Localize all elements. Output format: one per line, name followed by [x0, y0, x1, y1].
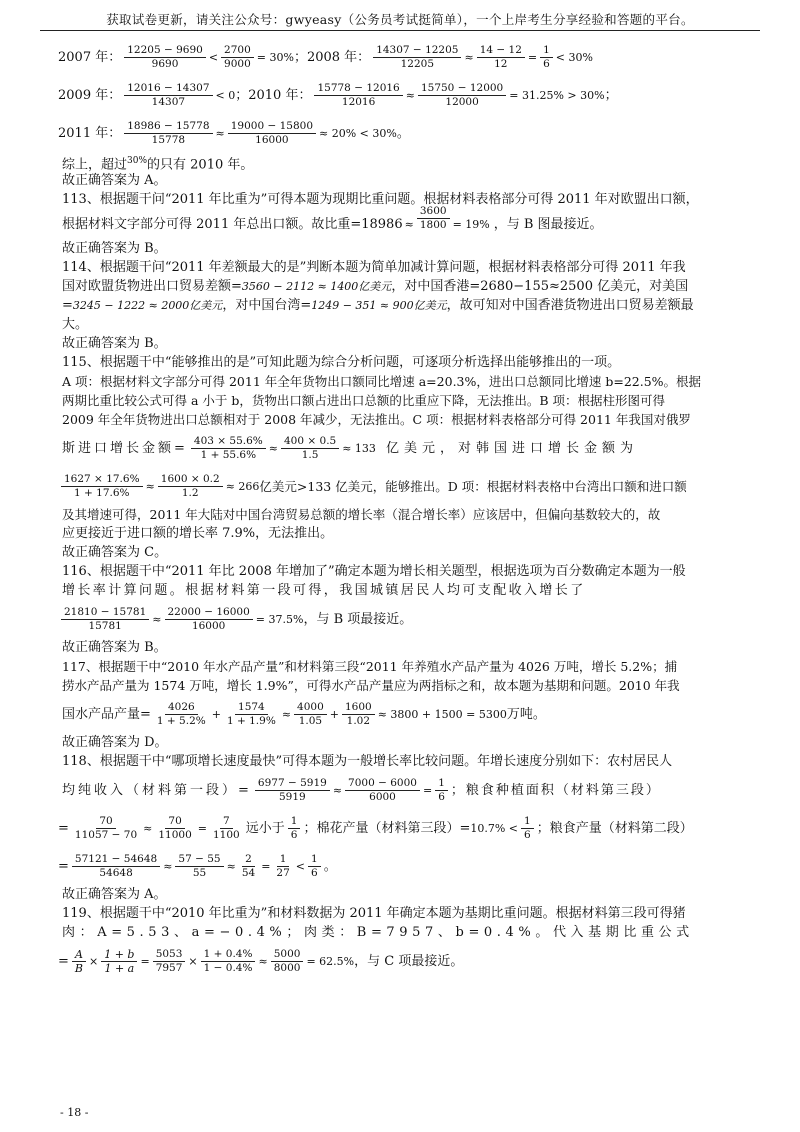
fraction: $\frac{5053}{7957}$: [153, 948, 186, 975]
q115-line4: 2009 年全年货物进出口总额相对于 2008 年减少，无法推出。C 项：根据材料表格部分可得 2011 年我国对俄罗: [62, 412, 691, 427]
q115-line3: 两期比重比较公式可得 a 小于 b，货物出口额占进出口总额的比重应下降，无法推出。B 项：根据柱形图可得: [62, 393, 666, 408]
answer-115: 故正确答案为 C。: [62, 545, 168, 560]
fraction: $\frac{12016 - 14307}{14307}$: [124, 82, 212, 109]
q119-line1: 119、根据题干中“2010 年比重为”和材料数据为 2011 年确定本题为基期比重问题。根据材料第三段可得猪: [62, 906, 686, 921]
fraction: $\frac{1627 \times 17.6\%}{1 + 17.6\%}$: [61, 473, 143, 500]
q118-line2: 均纯收入（材料第一段）= $\frac{6977 - 5919}{5919}$ ≈ $\frac{7000 - 6000}{6000}$ = $\frac{1}{6}$ ；粮食种植面积（材料第三段）: [62, 776, 661, 803]
q115-line1: 115、根据题干中“能够推出的是”可知此题为综合分析问题，可逐项分析选择出能够推出的一项。: [62, 355, 621, 370]
fraction: $\frac{1600}{1.02}$: [342, 701, 375, 728]
q116-line3: $\frac{21810 - 15781}{15781}$ ≈ $\frac{22000 - 16000}{16000}$ = 37.5% ，与 B 项最接近。: [58, 600, 742, 638]
answer-117: 故正确答案为 D。: [62, 735, 168, 750]
fraction: $\frac{1}{6}$: [521, 815, 534, 842]
q115-line6: $\frac{1627 \times 17.6\%}{1 + 17.6\%}$ ≈ $\frac{1600 \times 0.2}{1.2}$ ≈ 266 亿美元>133 亿美元，能够推出。D 项：根据材料表格中台湾出口额和进口额: [58, 467, 742, 505]
q116-line1: 116、根据题干中“2011 年比 2008 年增加了”确定本题为增长相关题型，根据选项为百分数确定本题为一般: [62, 564, 686, 579]
fraction: $\frac{12205 - 9690}{9690}$: [124, 44, 206, 71]
fraction: $\frac{400 \times 0.5}{1.5}$: [281, 435, 339, 462]
fraction: $\frac{15750 - 12000}{12000}$: [418, 82, 506, 109]
q116-line2: 增长率计算问题。根据材料第一段可得，我国城镇居民人均可支配收入增长了: [62, 583, 586, 598]
q119-line3: = $\frac{A}{B}$ × $\frac{1 + b}{1 + a}$ = $\frac{5053}{7957}$ × $\frac{1 + 0.4\%}{1 - 0.4\%}$ ≈ $\frac{5000}{8000}$ = 62.5% ，与 C 项最接近。: [58, 947, 464, 975]
q114-line1: 114、根据题干问“2011 年差额最大的是”判断本题为简单加减计算问题，根据材料表格部分可得 2011 年我: [62, 260, 686, 275]
fraction: $\frac{1}{6}$: [308, 853, 321, 880]
fraction: $\frac{1 + b}{1 + a}$: [101, 948, 137, 975]
q118-line4: = $\frac{57121 - 54648}{54648}$ ≈ $\frac{57 - 55}{55}$ ≈ $\frac{2}{54}$ = $\frac{1}{27}$ < $\frac{1}{6}$ 。: [58, 852, 337, 879]
fraction: $\frac{3600}{1800}$: [417, 205, 450, 232]
q118-line3: = $\frac{70}{11057 - 70}$ ≈ $\frac{70}{11000}$ = $\frac{7}{1100}$ 远小于 $\frac{1}{6}$ ；棉花产量（材料第三段）= 10.7% < $\frac{1}{6}$ ；粮食产量（材料第二段）: [58, 814, 693, 841]
fraction: $\frac{7}{1100}$: [213, 814, 240, 841]
fraction: $\frac{1 + 0.4\%}{1 - 0.4\%}$: [201, 948, 256, 975]
q114-line3: =3245 − 1222 ≈ 2000亿美元，对中国台湾=1249 − 351 ≈ 900亿美元，故可知对中国香港货物进出口贸易差额最: [62, 298, 694, 313]
q119-line2: 肉：A=5.53、a=−0.4%；肉类：B=7957、b=0.4%。代入基期比重公式: [62, 925, 694, 940]
label-2009: 2009 年：: [58, 87, 122, 103]
header-divider: [40, 30, 760, 31]
fraction: $\frac{21810 - 15781}{15781}$: [61, 606, 149, 633]
summary-line: 综上，超过$^{30\%}$的只有 2010 年。: [62, 156, 254, 173]
q113-line2: 根据材料文字部分可得 2011 年总出口额。故比重=18986 ≈ $\frac{3600}{1800}$ = 19% ，与 B 图最接近。: [62, 204, 603, 232]
fraction: $\frac{4026}{1 + 5.2\%}$: [156, 700, 206, 727]
fraction: $\frac{1600 \times 0.2}{1.2}$: [158, 473, 223, 500]
label-2008: 2008 年：: [306, 49, 371, 65]
answer-116: 故正确答案为 B。: [62, 640, 167, 655]
label-2010: 2010 年：: [248, 87, 312, 103]
q113-line1: 113、根据题干问“2011 年比重为”可得本题为现期比重问题。根据材料表格部分可得 2011 年对欧盟出口额，: [62, 192, 699, 207]
calc-line-2007-2008: 2007 年： $\frac{12205 - 9690}{9690}$ < $\frac{2700}{9000}$ = 30% ； 2008 年： $\frac{14307 - 12205}{12205}$ ≈ $\frac{14 - 12}{12}$ = $\frac{1}{6}$ < 30%: [58, 43, 593, 70]
fraction: $\frac{14 - 12}{12}$: [477, 44, 525, 71]
fraction: $\frac{7000 - 6000}{6000}$: [345, 777, 420, 804]
fraction: $\frac{2700}{9000}$: [221, 44, 254, 71]
fraction: $\frac{1574}{1 + 1.9\%}$: [226, 700, 276, 727]
calc-line-2011: 2011 年： $\frac{18986 - 15778}{15778}$ ≈ $\frac{19000 - 15800}{16000}$ ≈ 20% < 30% 。: [58, 119, 410, 146]
q114-line4: 大。: [62, 317, 89, 332]
q117-line3: 国水产品产量= $\frac{4026}{1 + 5.2\%}$ + $\frac{1574}{1 + 1.9\%}$ ≈ $\frac{4000}{1.05}$ + $\frac{1600}{1.02}$ ≈ 3800 + 1500 = 5300 万吨。: [62, 700, 546, 727]
answer-114: 故正确答案为 B。: [62, 336, 167, 351]
page-header: 获取试卷更新，请关注公众号：gwyeasy（公务员考试挺简单），一个上岸考生分享经验和答题的平台。: [106, 12, 694, 27]
fraction: $\frac{57 - 55}{55}$: [175, 853, 223, 880]
q117-line1: 117、根据题干中“2010 年水产品产量”和材料第三段“2011 年养殖水产品产量为 4026 万吨，增长 5.2%；捕: [62, 659, 678, 674]
label-2011: 2011 年：: [58, 125, 122, 141]
fraction: $\frac{70}{11000}$: [158, 814, 192, 841]
q117-line2: 捞水产品产量为 1574 万吨，增长 1.9%”，可得水产品产量应为两指标之和，故本题为基期和问题。2010 年我: [62, 678, 680, 693]
q115-line2: A 项：根据材料文字部分可得 2011 年全年货物出口额同比增速 a=20.3%，进出口总额同比增速 b=22.5%。根据: [62, 374, 702, 389]
q115-line8: 应更接近于进口额的增长率 7.9%，无法推出。: [62, 526, 334, 541]
fraction: $\frac{2}{54}$: [241, 852, 256, 879]
fraction: $\frac{1}{6}$: [540, 44, 553, 71]
answer-113: 故正确答案为 B。: [62, 241, 167, 256]
fraction: $\frac{70}{11057 - 70}$: [74, 814, 138, 841]
page-number: - 18 -: [60, 1106, 89, 1119]
fraction: $\frac{4000}{1.05}$: [294, 701, 327, 728]
fraction: $\frac{22000 - 16000}{16000}$: [165, 606, 253, 633]
label-2007: 2007 年：: [58, 49, 122, 65]
fraction: $\frac{57121 - 54648}{54648}$: [72, 853, 160, 880]
fraction: $\frac{1}{27}$: [276, 852, 290, 879]
fraction: $\frac{1}{6}$: [435, 777, 448, 804]
q114-line2: 国对欧盟货物进出口贸易差额=3560 − 2112 ≈ 1400亿美元，对中国香港=2680−155≈2500 亿美元，对美国: [62, 279, 689, 294]
fraction: $\frac{6977 - 5919}{5919}$: [255, 777, 330, 804]
fraction: $\frac{A}{B}$: [72, 948, 86, 975]
q115-line7: 及其增速可得，2011 年大陆对中国台湾贸易总额的增长率（混合增长率）应该居中，但偏向基数较大的，故: [62, 507, 661, 522]
fraction: $\frac{14307 - 12205}{12205}$: [373, 44, 461, 71]
answer-118: 故正确答案为 A。: [62, 887, 167, 902]
fraction: $\frac{18986 - 15778}{15778}$: [124, 120, 212, 147]
fraction: $\frac{5000}{8000}$: [271, 948, 304, 975]
fraction: $\frac{403 \times 55.6\%}{1 + 55.6\%}$: [191, 435, 266, 462]
q118-line1: 118、根据题干中“哪项增长速度最快”可得本题为一般增长率比较问题。年增长速度分别如下：农村居民人: [62, 754, 673, 769]
calc-line-2009-2010: 2009 年： $\frac{12016 - 14307}{14307}$ < 0 ； 2010 年： $\frac{15778 - 12016}{12016}$ ≈ $\frac{15750 - 12000}{12000}$ = 31.25% > 30% ；: [58, 81, 618, 108]
q115-line5: 斯进口增长金额= $\frac{403 \times 55.6\%}{1 + 55.6\%}$ ≈ $\frac{400 \times 0.5}{1.5}$ ≈ 133 亿美元，对韩国进口增长金额为: [62, 434, 638, 461]
answer-112: 故正确答案为 A。: [62, 173, 167, 188]
document-body: [58, 38, 742, 980]
fraction: $\frac{1}{6}$: [288, 815, 301, 842]
fraction: $\frac{15778 - 12016}{12016}$: [314, 82, 402, 109]
fraction: $\frac{19000 - 15800}{16000}$: [228, 120, 316, 147]
